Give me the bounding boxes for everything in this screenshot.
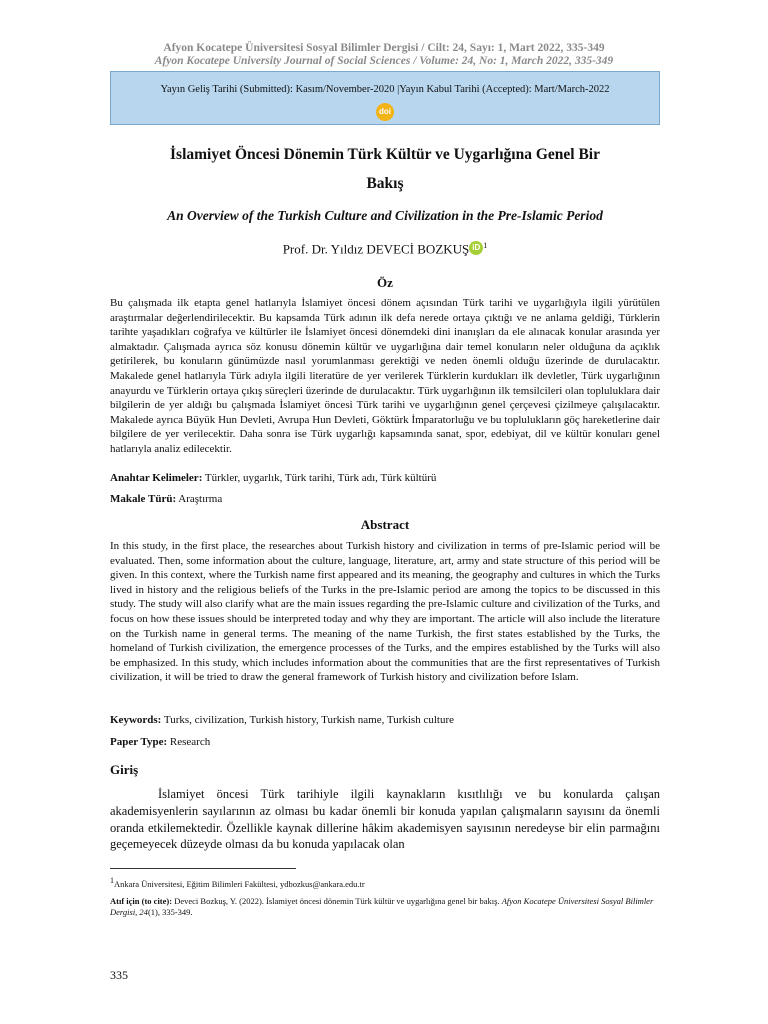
submission-dates: Yayın Geliş Tarihi (Submitted): Kasım/November-2020 |Yayın Kabul Tarihi (Accepted): Mart/March-2022	[160, 84, 610, 95]
oz-article-type	[110, 493, 660, 505]
orcid-icon[interactable]: iD	[469, 241, 483, 255]
journal-header-en: Afyon Kocatepe University Journal of Social Sciences / Volume: 24, No: 1, March 2022, 335-349	[154, 55, 614, 67]
page-number: 335	[110, 968, 128, 982]
citation-pages: (1), 335-349.	[147, 907, 193, 917]
abstract-paper-type	[110, 736, 660, 748]
author-name: Prof. Dr. Yıldız DEVECİ BOZKUŞ	[282, 241, 470, 257]
footnote-divider	[110, 868, 296, 869]
submission-dates-box	[110, 71, 660, 125]
article-title-tr-line2: Bakış	[366, 175, 404, 192]
abstract-text: In this study, in the first place, the researches about Turkish history and civilization in terms of pre-Islamic period will be evaluated. Then, some information about the culture, language, literature, art, army and state structure of this period will be given. In this context, where the Turkish name first appeared and its meaning, the geography and cultures in which the Turks lived in history and the religious beliefs of the Turks in the pre-Islamic period are among the topics to be discussed in this study. The study will also clarify what are the main issues regarding the pre-Islamic culture and civilization of the Turks, and focus on how these issues should be interpreted today and why they are important. The article will also include the literature on the Turkish name in general terms. The meaning of the name Turkish, the first states established by the Turks, the homeland of Turkish civilization, the emergence processes of the Turks, and the empires established by the Turks will also be emphasized. In this study, which includes information about the communities that are the first representatives of Turkish civilization, it will be tried to draw the general framework of Turkish history and civilization before Islam.	[110, 540, 660, 684]
oz-text: Bu çalışmada ilk etapta genel hatlarıyla İslamiyet öncesi dönem açısından Türk tarihi ve uygarlığıyla ilgili yürütülen araştırmalar değerlendirilecektir. Bu kapsamda Türk adının ilk defa nerede ortaya çıktığı ve ne anlama geldiği, Türklerin tarihte yaşadıkları coğrafya ve kültürler ile İslamiyet öncesi dönemdeki dini inanışları da ele alınacak konular arasında yer almaktadır. Çalışmada ayrıca söz konusu dönemin kültür ve uygarlığına dair temel konuların neler olduğuna da açıklık getirilerek, bu konuların günümüzde nasıl yorumlanması gerektiği ve neden önemli olduğu üzerinde de durulacaktır. Makalede genel hatlarıyla Türk adıyla ilgili literatüre de yer verilerek Türklerin kurdukları ilk devletler, Türk uygarlığının anayurdu ve Türklerin ortaya çıkış süreçleri üzerinde de durulacaktır. Türk uygarlığının ilk temsilcileri olan topluluklara dair bilgilerin de yer aldığı bu çalışmada İslamiyet öncesi Türk tarihi ve uygarlığının genel çerçevesi çizilmeye çalışılacaktır. Makalede ayrıca Büyük Hun Devleti, Avrupa Hun Devleti, Göktürk İmparatorluğu ve bu toplulukların göç hareketlerine dair bilgilere de yer verilecektir. Daha sonra ise Türk uygarlığı kapsamında sanat, spor, edebiyat, dil ve kültür konuları genel hatlarıyla analiz edilecektir.	[110, 297, 660, 455]
citation-label: Atıf için (to cite):	[110, 896, 173, 906]
giris-text	[110, 786, 660, 853]
journal-header-tr: Afyon Kocatepe Üniversitesi Sosyal Bilimler Dergisi / Cilt: 24, Sayı: 1, Mart 2022, 335-349	[163, 42, 605, 54]
citation-text: Deveci Bozkuş, Y. (2022). İslamiyet öncesi dönemin Türk kültür ve uygarlığına genel bir bakış.	[172, 896, 502, 906]
giris-paragraph: İslamiyet öncesi Türk tarihiyle ilgili kaynakların kısıtlılığı ve bu konularda çalışan akademisyenlerin sayılarının az olması bu kadar önemli bir konuda yapılan çalışmaların sayısını da önemli oranda etkilemektedir. Özellikle kaynak dillerine hâkim akademisyen sayısının neredeyse bir elin parmağını geçemeyecek düzeyde olması da bu konuda yapılacak olan	[110, 787, 660, 852]
abstract-heading: Abstract	[360, 517, 410, 532]
giris-heading: Giriş	[110, 762, 139, 777]
article-title-tr-line1: İslamiyet Öncesi Dönemin Türk Kültür ve Uygarlığına Genel Bir	[170, 146, 600, 163]
abstract-keywords-label: Keywords:	[110, 714, 162, 726]
oz-type-value: Araştırma	[178, 493, 223, 505]
citation-journal: Afyon Kocatepe Üniversitesi Sosyal Bilimler Dergisi, 24	[110, 896, 654, 917]
oz-keywords	[110, 472, 660, 484]
oz-type-label: Makale Türü:	[110, 493, 177, 505]
doi-icon[interactable]: doi	[376, 103, 394, 121]
abstract-type-label: Paper Type:	[110, 736, 168, 748]
article-title-en: An Overview of the Turkish Culture and Civilization in the Pre-Islamic Period	[167, 208, 603, 223]
footnote-mark: 1	[110, 876, 114, 885]
footnote-text: Ankara Üniversitesi, Eğitim Bilimleri Fakültesi, ydbozkus@ankara.edu.tr	[114, 878, 365, 889]
author-footnote-mark: 1	[483, 241, 488, 250]
author-line	[110, 241, 660, 257]
citation	[110, 896, 660, 918]
oz-keywords-value: Türkler, uygarlık, Türk tarihi, Türk adı, Türk kültürü	[204, 472, 437, 484]
journal-header	[0, 42, 768, 68]
abstract-type-value: Research	[169, 736, 211, 748]
abstract-keywords	[110, 714, 660, 726]
oz-heading: Öz	[377, 275, 393, 290]
oz-keywords-label: Anahtar Kelimeler:	[110, 472, 203, 484]
footnote	[110, 876, 660, 889]
abstract-keywords-value: Turks, civilization, Turkish history, Turkish name, Turkish culture	[163, 714, 455, 726]
